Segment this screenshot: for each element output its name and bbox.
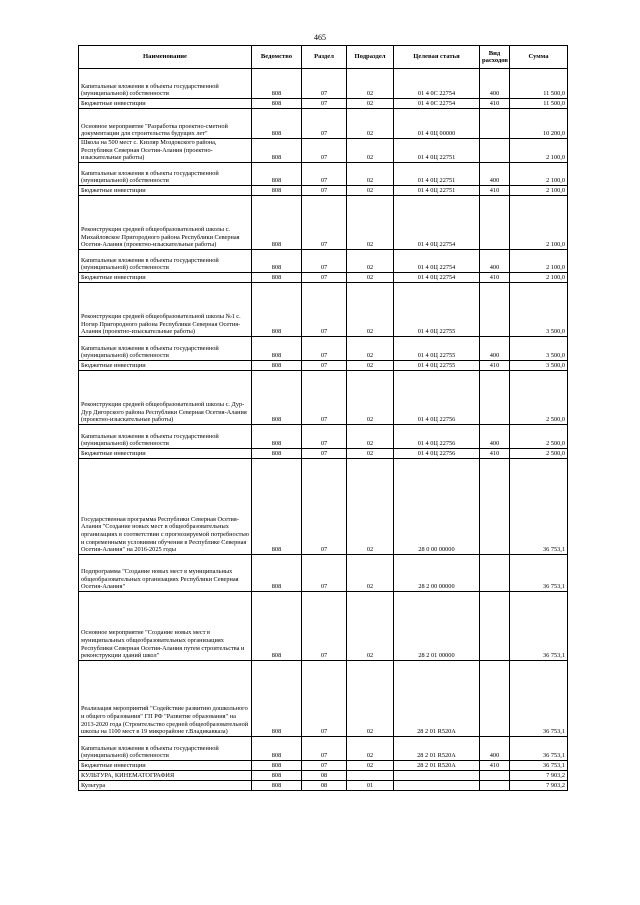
cell-podrazdel: 02	[347, 109, 394, 139]
table-row	[79, 185, 568, 195]
cell-razdel: 07	[302, 554, 347, 591]
cell-ved: 808	[252, 336, 302, 360]
cell-ved: 808	[252, 99, 302, 109]
cell-statya: 01 4 0Ц 22755	[394, 336, 480, 360]
cell-ved: 808	[252, 770, 302, 780]
cell-ved: 808	[252, 554, 302, 591]
cell-summa: 2 100,0	[510, 185, 568, 195]
cell-podrazdel: 02	[347, 370, 394, 424]
cell-statya: 28 2 01 R520А	[394, 760, 480, 770]
cell-statya: 28 2 00 00000	[394, 554, 480, 591]
cell-statya: 01 4 0С 22754	[394, 99, 480, 109]
cell-podrazdel: 02	[347, 360, 394, 370]
table-row	[79, 99, 568, 109]
header-summa: Сумма	[510, 46, 568, 69]
cell-razdel: 07	[302, 336, 347, 360]
table-row	[79, 760, 568, 770]
table-row	[79, 370, 568, 424]
cell-statya	[394, 780, 480, 790]
cell-statya: 28 2 01 R520А	[394, 736, 480, 760]
cell-ved: 808	[252, 424, 302, 448]
cell-podrazdel: 02	[347, 282, 394, 336]
cell-summa: 2 100,0	[510, 139, 568, 163]
cell-podrazdel: 02	[347, 458, 394, 554]
table-row	[79, 554, 568, 591]
cell-podrazdel: 02	[347, 185, 394, 195]
cell-summa: 2 500,0	[510, 424, 568, 448]
cell-ved: 808	[252, 282, 302, 336]
cell-ved: 808	[252, 109, 302, 139]
cell-statya: 01 4 0Ц 22751	[394, 185, 480, 195]
cell-razdel: 07	[302, 109, 347, 139]
cell-ved: 808	[252, 162, 302, 185]
cell-statya: 01 4 0Ц 22756	[394, 370, 480, 424]
cell-razdel: 07	[302, 195, 347, 249]
cell-name: Школа на 500 мест с. Кизляр Моздокского района, Республики Северная Осетия-Алания (проектно-изыскательные работы)	[79, 139, 252, 163]
cell-summa: 2 500,0	[510, 448, 568, 458]
cell-name: Подпрограмма "Создание новых мест в муниципальных общеобразовательных организациях Республики Северная Осетия-Алания"	[79, 554, 252, 591]
table-row	[79, 424, 568, 448]
cell-vid	[480, 109, 510, 139]
cell-vid	[480, 780, 510, 790]
cell-razdel: 08	[302, 770, 347, 780]
cell-vid: 400	[480, 69, 510, 99]
cell-name: Бюджетные инвестиции	[79, 272, 252, 282]
cell-ved: 808	[252, 448, 302, 458]
cell-statya: 01 4 0Ц 22754	[394, 249, 480, 272]
cell-podrazdel: 02	[347, 554, 394, 591]
cell-name: Бюджетные инвестиции	[79, 760, 252, 770]
cell-ved: 808	[252, 458, 302, 554]
table-body	[79, 69, 568, 791]
cell-name: Бюджетные инвестиции	[79, 185, 252, 195]
cell-name: Капитальные вложения в объекты государственной (муниципальной) собственности	[79, 69, 252, 99]
header-vid-raskhodov: Вид расходов	[480, 46, 510, 69]
cell-podrazdel: 02	[347, 139, 394, 163]
cell-podrazdel: 02	[347, 736, 394, 760]
table-row	[79, 660, 568, 736]
cell-ved: 808	[252, 736, 302, 760]
cell-name: Капитальные вложения в объекты государственной (муниципальной) собственности	[79, 424, 252, 448]
cell-name: Бюджетные инвестиции	[79, 448, 252, 458]
table-row	[79, 69, 568, 99]
table-row	[79, 139, 568, 163]
cell-summa: 3 500,0	[510, 282, 568, 336]
cell-vid: 400	[480, 336, 510, 360]
cell-podrazdel: 02	[347, 336, 394, 360]
cell-ved: 808	[252, 249, 302, 272]
cell-statya	[394, 770, 480, 780]
cell-razdel: 07	[302, 69, 347, 99]
cell-name: Основное мероприятие "Разработка проектно-сметной документации для строительства будущих лет"	[79, 109, 252, 139]
header-podrazdel: Подраздел	[347, 46, 394, 69]
cell-razdel: 07	[302, 185, 347, 195]
cell-statya: 01 4 0Ц 22755	[394, 360, 480, 370]
cell-summa: 3 500,0	[510, 336, 568, 360]
cell-podrazdel: 02	[347, 591, 394, 660]
cell-razdel: 08	[302, 780, 347, 790]
cell-ved: 808	[252, 69, 302, 99]
table-header-row	[79, 46, 568, 69]
cell-summa: 36 753,1	[510, 554, 568, 591]
cell-razdel: 07	[302, 736, 347, 760]
cell-podrazdel: 02	[347, 272, 394, 282]
cell-razdel: 07	[302, 249, 347, 272]
cell-statya: 01 4 0Ц 22756	[394, 424, 480, 448]
table-row	[79, 736, 568, 760]
header-celevaya-statya: Целевая статья	[394, 46, 480, 69]
cell-podrazdel: 02	[347, 69, 394, 99]
cell-summa: 36 753,1	[510, 760, 568, 770]
cell-razdel: 07	[302, 162, 347, 185]
cell-vid: 400	[480, 162, 510, 185]
cell-vid: 400	[480, 736, 510, 760]
cell-ved: 808	[252, 195, 302, 249]
header-razdel: Раздел	[302, 46, 347, 69]
cell-summa: 3 500,0	[510, 360, 568, 370]
cell-statya: 01 4 0Ц 22751	[394, 162, 480, 185]
cell-vid	[480, 458, 510, 554]
cell-summa: 2 100,0	[510, 195, 568, 249]
cell-podrazdel: 02	[347, 99, 394, 109]
cell-summa: 36 753,1	[510, 458, 568, 554]
table-row	[79, 109, 568, 139]
cell-podrazdel: 02	[347, 249, 394, 272]
cell-statya: 01 4 0С 22754	[394, 69, 480, 99]
cell-vid	[480, 139, 510, 163]
cell-name: Реконструкция средней общеобразовательной школы с. Михайловское Пригородного района Республики Северная Осетия-Алания (проектно-изыскательные работы)	[79, 195, 252, 249]
cell-vid	[480, 282, 510, 336]
cell-vid	[480, 370, 510, 424]
cell-ved: 808	[252, 591, 302, 660]
cell-ved: 808	[252, 360, 302, 370]
cell-statya: 28 0 00 00000	[394, 458, 480, 554]
table-row	[79, 780, 568, 790]
cell-name: Бюджетные инвестиции	[79, 360, 252, 370]
cell-summa: 11 500,0	[510, 99, 568, 109]
cell-summa: 10 200,0	[510, 109, 568, 139]
budget-table	[78, 45, 568, 791]
cell-ved: 808	[252, 370, 302, 424]
cell-statya: 01 4 0Ц 22755	[394, 282, 480, 336]
cell-podrazdel: 02	[347, 195, 394, 249]
cell-statya: 01 4 0Ц 22756	[394, 448, 480, 458]
table-row	[79, 162, 568, 185]
cell-vid: 410	[480, 99, 510, 109]
cell-statya: 01 4 0Ц 00000	[394, 109, 480, 139]
table-row	[79, 448, 568, 458]
cell-summa: 2 100,0	[510, 249, 568, 272]
table-row	[79, 272, 568, 282]
table-row	[79, 195, 568, 249]
cell-statya: 28 2 01 R520А	[394, 660, 480, 736]
page-number: 465	[314, 33, 326, 42]
cell-razdel: 07	[302, 458, 347, 554]
cell-razdel: 07	[302, 99, 347, 109]
cell-razdel: 07	[302, 370, 347, 424]
cell-ved: 808	[252, 780, 302, 790]
header-vedomstvo: Ведомство	[252, 46, 302, 69]
header-name: Наименование	[79, 46, 252, 69]
cell-name: Государственная программа Республики Северная Осетия-Алания "Создание новых мест в общеобразовательных организациях в соответствии с прогнозируемой потребностью и современными условиями обучения в Республике Северная Осетия-Алания" на 2016-2025 годы	[79, 458, 252, 554]
cell-statya: 28 2 01 00000	[394, 591, 480, 660]
cell-razdel: 07	[302, 424, 347, 448]
cell-name: Реализация мероприятий "Содействие развитию дошкольного и общего образования" ГП РФ "Развитие образования" на 2013-2020 года (Строительство средней общеобразовательной школы на 1100 мест в 19 микрорайоне г.Владикавказа)	[79, 660, 252, 736]
cell-name: Капитальные вложения в объекты государственной (муниципальной) собственности	[79, 736, 252, 760]
cell-statya: 01 4 0Ц 22754	[394, 195, 480, 249]
table-row	[79, 458, 568, 554]
cell-ved: 808	[252, 760, 302, 770]
cell-name: Реконструкция средней общеобразовательной школы с. Дур-Дур Дигорского района Республики Северная Осетия-Алания (проектно-изыскательные работы)	[79, 370, 252, 424]
cell-podrazdel: 02	[347, 760, 394, 770]
cell-name: Реконструкция средней общеобразовательной школы №1 с. Ногир Пригородного района Республики Северная Осетия-Алания (проектно-изыскательные работы)	[79, 282, 252, 336]
cell-razdel: 07	[302, 360, 347, 370]
cell-podrazdel: 02	[347, 162, 394, 185]
table-row	[79, 770, 568, 780]
cell-razdel: 07	[302, 760, 347, 770]
table-row	[79, 282, 568, 336]
cell-vid: 400	[480, 249, 510, 272]
cell-razdel: 07	[302, 660, 347, 736]
cell-ved: 808	[252, 139, 302, 163]
cell-vid	[480, 660, 510, 736]
cell-name: КУЛЬТУРА, КИНЕМАТОГРАФИЯ	[79, 770, 252, 780]
cell-summa: 2 500,0	[510, 370, 568, 424]
cell-vid	[480, 591, 510, 660]
cell-summa: 36 753,1	[510, 660, 568, 736]
cell-podrazdel: 01	[347, 780, 394, 790]
cell-vid	[480, 195, 510, 249]
cell-name: Капитальные вложения в объекты государственной (муниципальной) собственности	[79, 162, 252, 185]
cell-name: Основное мероприятие "Создание новых мест в муниципальных общеобразовательных организациях Республики Северная Осетия-Алания путем строительства и реконструкции зданий школ"	[79, 591, 252, 660]
cell-summa: 7 903,2	[510, 780, 568, 790]
cell-ved: 808	[252, 272, 302, 282]
cell-summa: 36 753,1	[510, 736, 568, 760]
cell-summa: 11 500,0	[510, 69, 568, 99]
cell-ved: 808	[252, 660, 302, 736]
cell-statya: 01 4 0Ц 22754	[394, 272, 480, 282]
cell-summa: 2 100,0	[510, 162, 568, 185]
cell-summa: 2 100,0	[510, 272, 568, 282]
cell-vid	[480, 770, 510, 780]
cell-vid: 410	[480, 185, 510, 195]
cell-vid	[480, 554, 510, 591]
cell-vid: 410	[480, 448, 510, 458]
table-row	[79, 360, 568, 370]
cell-name: Капитальные вложения в объекты государственной (муниципальной) собственности	[79, 336, 252, 360]
table-row	[79, 249, 568, 272]
cell-razdel: 07	[302, 591, 347, 660]
cell-name: Культура	[79, 780, 252, 790]
table-row	[79, 591, 568, 660]
cell-podrazdel: 02	[347, 448, 394, 458]
cell-razdel: 07	[302, 272, 347, 282]
table-row	[79, 336, 568, 360]
cell-name: Бюджетные инвестиции	[79, 99, 252, 109]
cell-razdel: 07	[302, 448, 347, 458]
cell-ved: 808	[252, 185, 302, 195]
cell-name: Капитальные вложения в объекты государственной (муниципальной) собственности	[79, 249, 252, 272]
cell-vid: 410	[480, 360, 510, 370]
cell-podrazdel: 02	[347, 660, 394, 736]
cell-vid: 410	[480, 272, 510, 282]
cell-vid: 410	[480, 760, 510, 770]
cell-vid: 400	[480, 424, 510, 448]
cell-razdel: 07	[302, 282, 347, 336]
cell-statya: 01 4 0Ц 22751	[394, 139, 480, 163]
cell-podrazdel	[347, 770, 394, 780]
cell-summa: 7 903,2	[510, 770, 568, 780]
cell-podrazdel: 02	[347, 424, 394, 448]
cell-summa: 36 753,1	[510, 591, 568, 660]
cell-razdel: 07	[302, 139, 347, 163]
